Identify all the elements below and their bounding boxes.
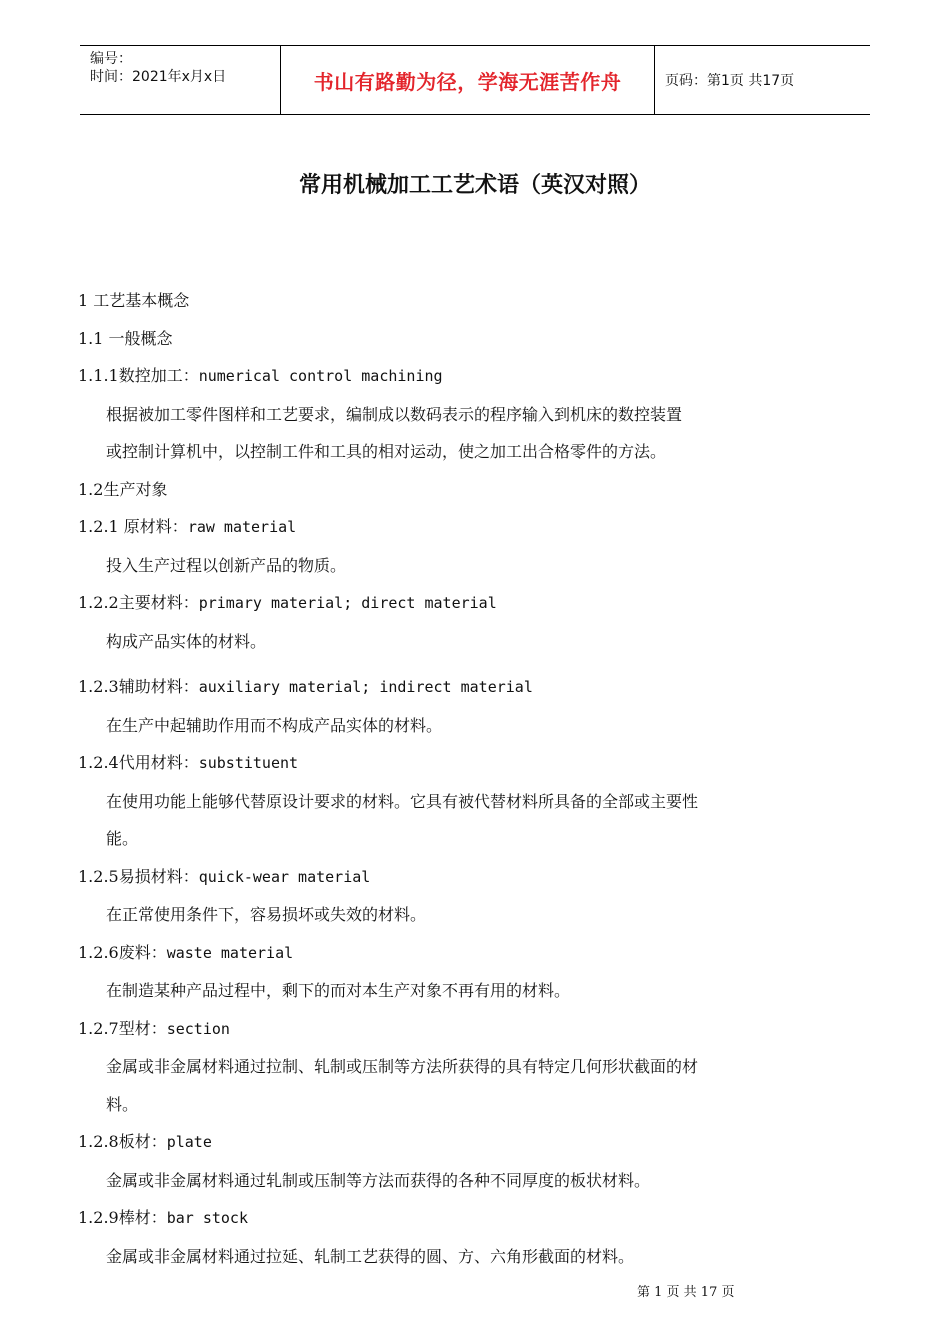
term-number: 1.1.1数控加工： bbox=[78, 366, 199, 385]
page-header bbox=[80, 45, 870, 115]
term-heading bbox=[78, 584, 838, 623]
page-footer: 第 1 页 共 17 页 bbox=[637, 1285, 735, 1300]
term-number: 1.2.1 原材料： bbox=[78, 517, 188, 536]
term-english: numerical control machining bbox=[198, 367, 443, 385]
term-english: plate bbox=[166, 1133, 212, 1151]
term-definition: 金属或非金属材料通过拉制、轧制或压制等方法所获得的具有特定几何形状截面的材 bbox=[106, 1057, 699, 1076]
spacer bbox=[78, 660, 838, 668]
header-page-info: 页码：第1页 共17页 bbox=[665, 73, 795, 89]
term-english: raw material bbox=[187, 518, 297, 536]
term-english: section bbox=[166, 1019, 230, 1038]
term-number: 1.2.9棒材： bbox=[78, 1208, 167, 1227]
term-definition: 在生产中起辅助作用而不构成产品实体的材料。 bbox=[106, 715, 443, 735]
term-heading bbox=[78, 668, 838, 707]
term-english: bar stock bbox=[166, 1209, 248, 1227]
term-english: quick-wear material bbox=[198, 867, 371, 886]
term-number: 1.2.7型材： bbox=[78, 1018, 167, 1038]
term-english: substituent bbox=[198, 754, 299, 772]
time-label: 时间：2021年x月x日 bbox=[90, 69, 227, 85]
term-definition: 在正常使用条件下，容易损坏或失效的材料。 bbox=[106, 905, 427, 924]
term-heading bbox=[78, 1010, 838, 1049]
term-number: 1.2.5易损材料： bbox=[78, 866, 199, 886]
term-english: auxiliary material; indirect material bbox=[198, 678, 533, 696]
term-definition: 金属或非金属材料通过轧制或压制等方法而获得的各种不同厚度的板状材料。 bbox=[106, 1170, 651, 1190]
term-number: 1.2.2主要材料： bbox=[78, 593, 199, 612]
section-heading: 1 工艺基本概念 bbox=[78, 291, 190, 310]
header-meta bbox=[80, 46, 280, 114]
term-definition: 金属或非金属材料通过拉延、轧制工艺获得的圆、方、六角形截面的材料。 bbox=[106, 1246, 635, 1266]
term-definition: 在制造某种产品过程中，剩下的而对本生产对象不再有用的材料。 bbox=[106, 981, 571, 1000]
term-definition: 能。 bbox=[106, 829, 139, 848]
header-motto: 书山有路勤为径，学海无涯苦作舟 bbox=[280, 46, 655, 114]
term-definition: 在使用功能上能够代替原设计要求的材料。它具有被代替材料所具备的全部或主要性 bbox=[106, 791, 699, 811]
term-heading bbox=[78, 744, 838, 783]
term-number: 1.2.8板材： bbox=[78, 1132, 167, 1151]
term-heading bbox=[78, 934, 838, 973]
term-heading bbox=[78, 508, 838, 547]
term-definition: 投入生产过程以创新产品的物质。 bbox=[106, 555, 347, 575]
subsection-heading: 1.1 一般概念 bbox=[78, 328, 173, 348]
document-body bbox=[78, 282, 838, 1275]
document-title: 常用机械加工工艺术语（英汉对照） bbox=[298, 173, 651, 198]
term-english: waste material bbox=[166, 943, 294, 962]
term-definition: 构成产品实体的材料。 bbox=[106, 631, 267, 651]
term-english: primary material; direct material bbox=[198, 594, 497, 612]
term-number: 1.2.6废料： bbox=[78, 942, 167, 962]
subsection-heading: 1.2生产对象 bbox=[78, 479, 168, 499]
term-number: 1.2.3辅助材料： bbox=[78, 677, 199, 696]
term-heading bbox=[78, 1123, 838, 1162]
term-number: 1.2.4代用材料： bbox=[78, 753, 199, 772]
term-definition: 料。 bbox=[106, 1094, 139, 1114]
number-label: 编号： bbox=[90, 51, 132, 67]
term-heading bbox=[78, 357, 838, 396]
term-heading bbox=[78, 1199, 838, 1238]
term-definition: 或控制计算机中，以控制工件和工具的相对运动，使之加工出合格零件的方法。 bbox=[106, 442, 667, 461]
term-definition: 根据被加工零件图样和工艺要求，编制成以数码表示的程序输入到机床的数控装置 bbox=[106, 404, 683, 424]
term-heading bbox=[78, 858, 838, 897]
